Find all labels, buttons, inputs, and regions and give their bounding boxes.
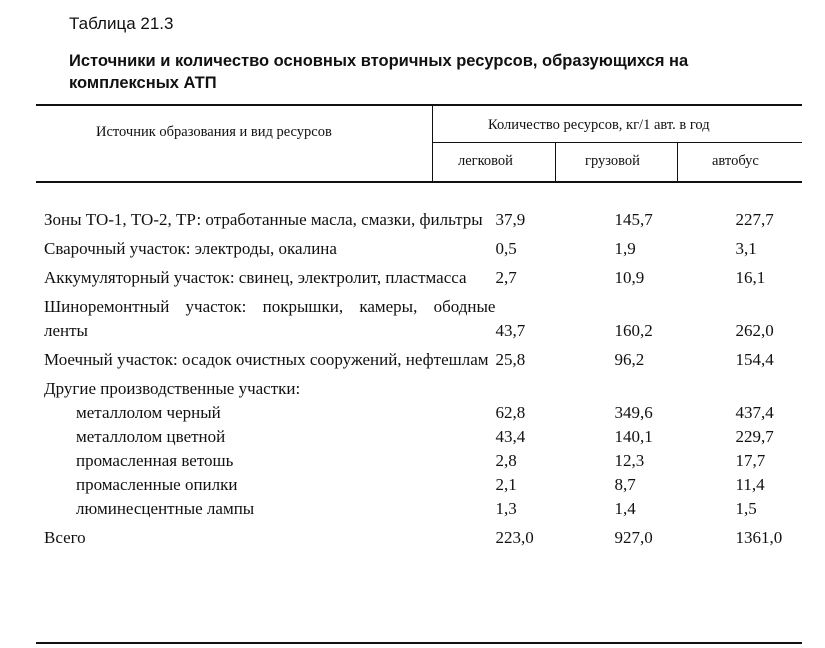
value-car: 25,8 xyxy=(495,350,526,369)
table-row xyxy=(44,401,825,425)
row-label: промасленные опилки xyxy=(76,475,238,494)
subheader-rule xyxy=(432,142,802,143)
value-bus: 154,4 xyxy=(735,350,774,369)
value-car: 43,4 xyxy=(495,427,526,446)
table-row xyxy=(44,449,825,473)
value-bus: 1,5 xyxy=(735,499,757,518)
value-car: 62,8 xyxy=(495,403,526,422)
table-caption: Таблица 21.3 xyxy=(69,14,174,33)
value-bus: 3,1 xyxy=(735,239,757,258)
value-bus: 17,7 xyxy=(735,451,766,470)
value-truck: 927,0 xyxy=(614,528,653,547)
table-row xyxy=(44,473,825,497)
header-divider-1 xyxy=(555,143,556,181)
row-label: металлолом цветной xyxy=(76,427,226,446)
header-subcol-truck: грузовой xyxy=(585,153,640,169)
value-car: 223,0 xyxy=(495,528,534,547)
row-label: промасленная ветошь xyxy=(76,451,234,470)
row-label: Всего xyxy=(44,528,86,547)
value-bus: 229,7 xyxy=(735,427,774,446)
row-label: металлолом черный xyxy=(76,403,221,422)
value-truck: 160,2 xyxy=(614,321,653,340)
value-car: 0,5 xyxy=(495,239,517,258)
value-car: 1,3 xyxy=(495,499,517,518)
header-top-rule xyxy=(36,104,802,106)
value-truck: 349,6 xyxy=(614,403,653,422)
value-bus: 1361,0 xyxy=(735,528,783,547)
row-label: люминесцентные лампы xyxy=(76,499,255,518)
value-truck: 145,7 xyxy=(614,210,653,229)
header-bottom-rule xyxy=(36,181,802,183)
header-divider-2 xyxy=(677,143,678,181)
value-truck: 96,2 xyxy=(614,350,645,369)
value-bus: 262,0 xyxy=(735,321,774,340)
value-car: 2,8 xyxy=(495,451,517,470)
header-quantity-column: Количество ресурсов, кг/1 авт. в год xyxy=(488,117,710,133)
data-table xyxy=(44,208,825,550)
value-truck: 1,4 xyxy=(614,499,636,518)
table-row xyxy=(44,208,825,232)
value-bus: 227,7 xyxy=(735,210,774,229)
header-subcol-bus: автобус xyxy=(712,153,759,169)
table-row xyxy=(44,261,825,290)
value-car: 43,7 xyxy=(495,321,526,340)
table-row xyxy=(44,232,825,261)
table-bottom-rule xyxy=(36,642,802,644)
row-label: Другие производственные участки: xyxy=(44,379,301,398)
value-car: 37,9 xyxy=(495,210,526,229)
table-row xyxy=(44,290,825,343)
table-row xyxy=(44,372,825,401)
row-label: Шиноремонтный участок: покрышки, камеры, ободные ленты xyxy=(44,297,496,340)
row-label: Аккумуляторный участок: свинец, электролит, пластмасса xyxy=(44,268,467,287)
table-row xyxy=(44,425,825,449)
header-subcol-car: легковой xyxy=(458,153,513,169)
value-truck: 12,3 xyxy=(614,451,645,470)
table-title: Источники и количество основных вторичных ресурсов, образующихся на комплексных АТП xyxy=(69,52,689,92)
table-row-total xyxy=(44,521,825,550)
row-label: Сварочный участок: электроды, окалина xyxy=(44,239,337,258)
value-truck: 8,7 xyxy=(614,475,636,494)
header-source-column: Источник образования и вид ресурсов xyxy=(96,124,332,140)
table-row xyxy=(44,343,825,372)
value-truck: 10,9 xyxy=(614,268,645,287)
row-label: Зоны ТО-1, ТО-2, ТР: отработанные масла, смазки, фильтры xyxy=(44,210,483,229)
value-bus: 437,4 xyxy=(735,403,774,422)
value-truck: 140,1 xyxy=(614,427,653,446)
value-car: 2,1 xyxy=(495,475,517,494)
value-truck: 1,9 xyxy=(614,239,636,258)
row-label: Моечный участок: осадок очистных сооружений, нефтешлам xyxy=(44,350,489,369)
header-divider-main xyxy=(432,106,433,181)
value-bus: 11,4 xyxy=(735,475,765,494)
value-bus: 16,1 xyxy=(735,268,766,287)
value-car: 2,7 xyxy=(495,268,517,287)
table-row xyxy=(44,497,825,521)
